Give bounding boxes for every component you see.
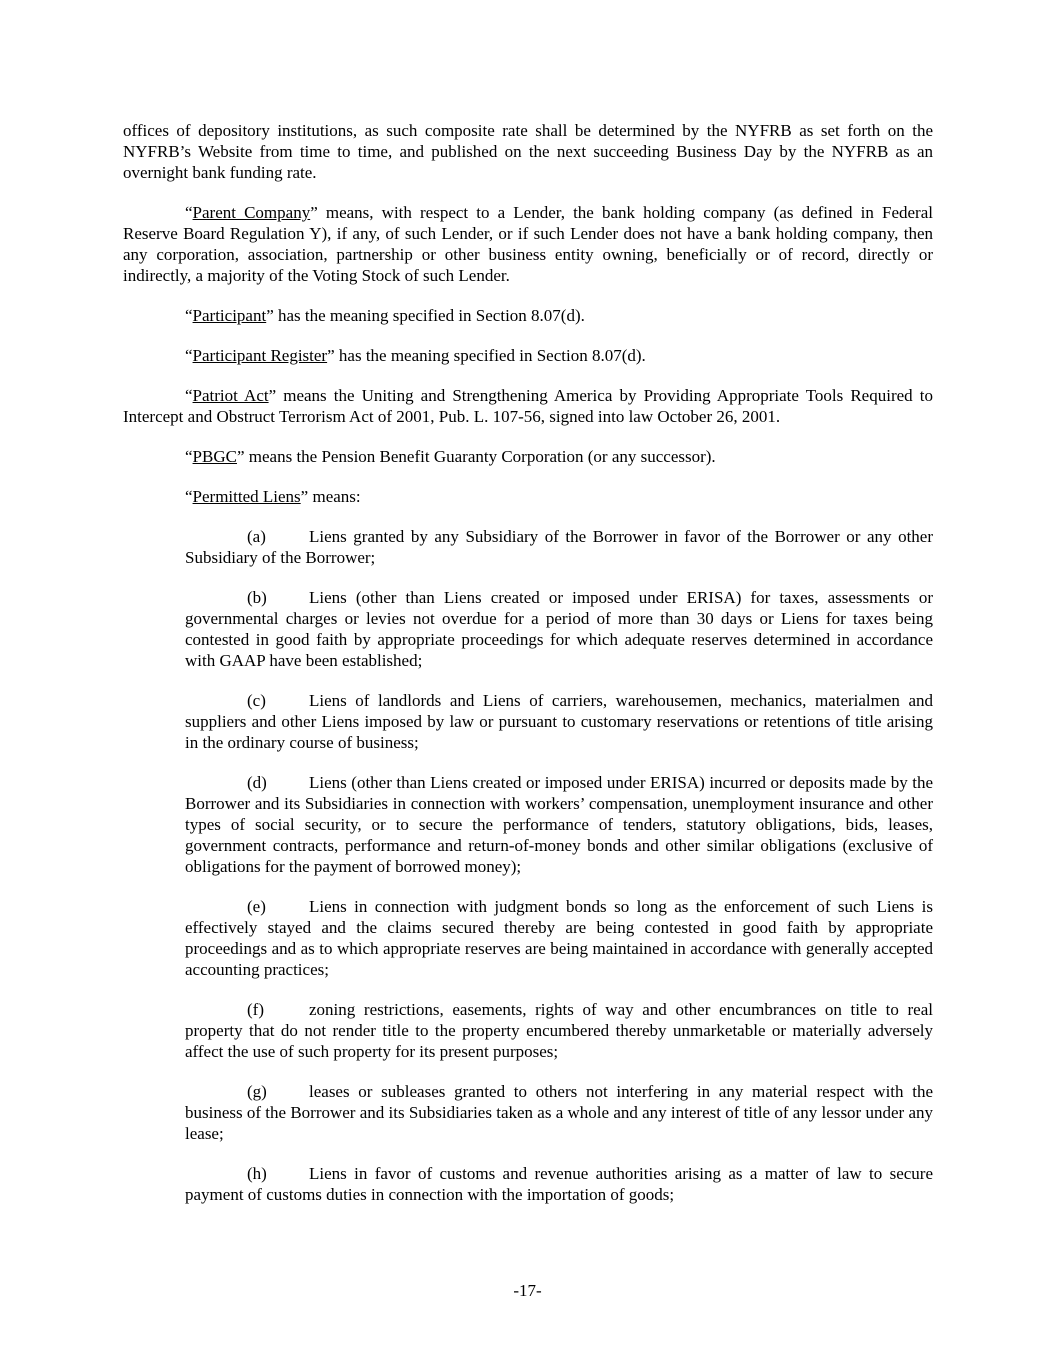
item-text-e: Liens in connection with judgment bonds so long as the enforcement of such Liens is effectively stayed and the claims secured thereby are being contested in good faith by appropriate proceedings and as to which appropriate reserves are being maintained in accordance with generally accepted accounting practices; [185, 897, 933, 979]
item-letter-b: (b) [247, 588, 267, 607]
definition-permitted-liens [123, 486, 933, 507]
definition-text: ” has the meaning specified in Section 8.07(d). [266, 306, 585, 325]
permitted-lien-item-b [185, 587, 933, 671]
definition-participant-register [123, 345, 933, 366]
defined-term-permitted-liens: Permitted Liens [192, 487, 301, 506]
item-text-d: Liens (other than Liens created or imposed under ERISA) incurred or deposits made by the Borrower and its Subsidiaries in connection with workers’ compensation, unemployment insurance and other types of social security, or to secure the performance of tenders, statutory obligations, bids, leases, government contracts, performance and return-of-money bonds and other similar obligations (exclusive of obligations for the payment of borrowed money); [185, 773, 933, 876]
item-letter-e: (e) [247, 897, 266, 916]
defined-term-patriot-act: Patriot Act [192, 386, 269, 405]
defined-term-participant: Participant [192, 306, 267, 325]
item-text-f: zoning restrictions, easements, rights of way and other encumbrances on title to real property that do not render title to the property encumbered thereby unmarketable or materially adversely affect the use of such property for its present purposes; [185, 1000, 933, 1061]
permitted-lien-item-e [185, 896, 933, 980]
definition-text: ” has the meaning specified in Section 8.07(d). [327, 346, 646, 365]
item-letter-g: (g) [247, 1082, 267, 1101]
permitted-lien-item-g [185, 1081, 933, 1144]
quote-open: “ [185, 203, 193, 222]
quote-open: “ [185, 306, 193, 325]
definition-parent-company [123, 202, 933, 286]
definition-text: ” means, with respect to a Lender, the bank holding company (as defined in Federal Reserve Board Regulation Y), if any, of such Lender, or if such Lender does not have a bank holding company, then any corporation, association, partnership or other business entity owning, beneficially or of record, directly or indirectly, a majority of the Voting Stock of such Lender. [123, 203, 933, 285]
quote-open: “ [185, 346, 193, 365]
definition-text: ” means: [300, 487, 361, 506]
item-text-c: Liens of landlords and Liens of carriers, warehousemen, mechanics, materialmen and suppliers and other Liens imposed by law or pursuant to customary reservations or retentions of title arising in the ordinary course of business; [185, 691, 933, 752]
quote-open: “ [185, 487, 193, 506]
definition-pbgc [123, 446, 933, 467]
permitted-lien-item-a [185, 526, 933, 568]
defined-term-participant-register: Participant Register [192, 346, 328, 365]
item-letter-c: (c) [247, 691, 266, 710]
item-text-g: leases or subleases granted to others not interfering in any material respect with the business of the Borrower and its Subsidiaries taken as a whole and any interest of title of any lessor under any lease; [185, 1082, 933, 1143]
item-letter-d: (d) [247, 773, 267, 792]
quote-open: “ [185, 447, 193, 466]
definition-participant [123, 305, 933, 326]
item-text-a: Liens granted by any Subsidiary of the Borrower in favor of the Borrower or any other Subsidiary of the Borrower; [185, 527, 933, 567]
paragraph-intro: offices of depository institutions, as such composite rate shall be determined by the NYFRB as set forth on the NYFRB’s Website from time to time, and published on the next succeeding Business Day by the NYFRB as an overnight bank funding rate. [123, 121, 933, 182]
permitted-lien-item-c [185, 690, 933, 753]
definition-text: ” means the Uniting and Strengthening America by Providing Appropriate Tools Required to Intercept and Obstruct Terrorism Act of 2001, Pub. L. 107-56, signed into law October 26, 2001. [123, 386, 933, 426]
quote-open: “ [185, 386, 193, 405]
item-text-b: Liens (other than Liens created or imposed under ERISA) for taxes, assessments or governmental charges or levies not overdue for a period of more than 30 days or Liens for taxes being contested in good faith by appropriate proceedings for which adequate reserves determined in accordance with GAAP have been established; [185, 588, 933, 670]
item-letter-f: (f) [247, 1000, 264, 1019]
permitted-lien-item-f [185, 999, 933, 1062]
item-letter-a: (a) [247, 527, 266, 546]
defined-term-parent-company: Parent Company [192, 203, 311, 222]
permitted-lien-item-d [185, 772, 933, 877]
definition-text: ” means the Pension Benefit Guaranty Corporation (or any successor). [236, 447, 716, 466]
defined-term-pbgc: PBGC [192, 447, 237, 466]
permitted-lien-item-h [185, 1163, 933, 1205]
page-number: -17- [513, 1281, 542, 1300]
item-letter-h: (h) [247, 1164, 267, 1183]
item-text-h: Liens in favor of customs and revenue authorities arising as a matter of law to secure payment of customs duties in connection with the importation of goods; [185, 1164, 933, 1204]
definition-patriot-act [123, 385, 933, 427]
